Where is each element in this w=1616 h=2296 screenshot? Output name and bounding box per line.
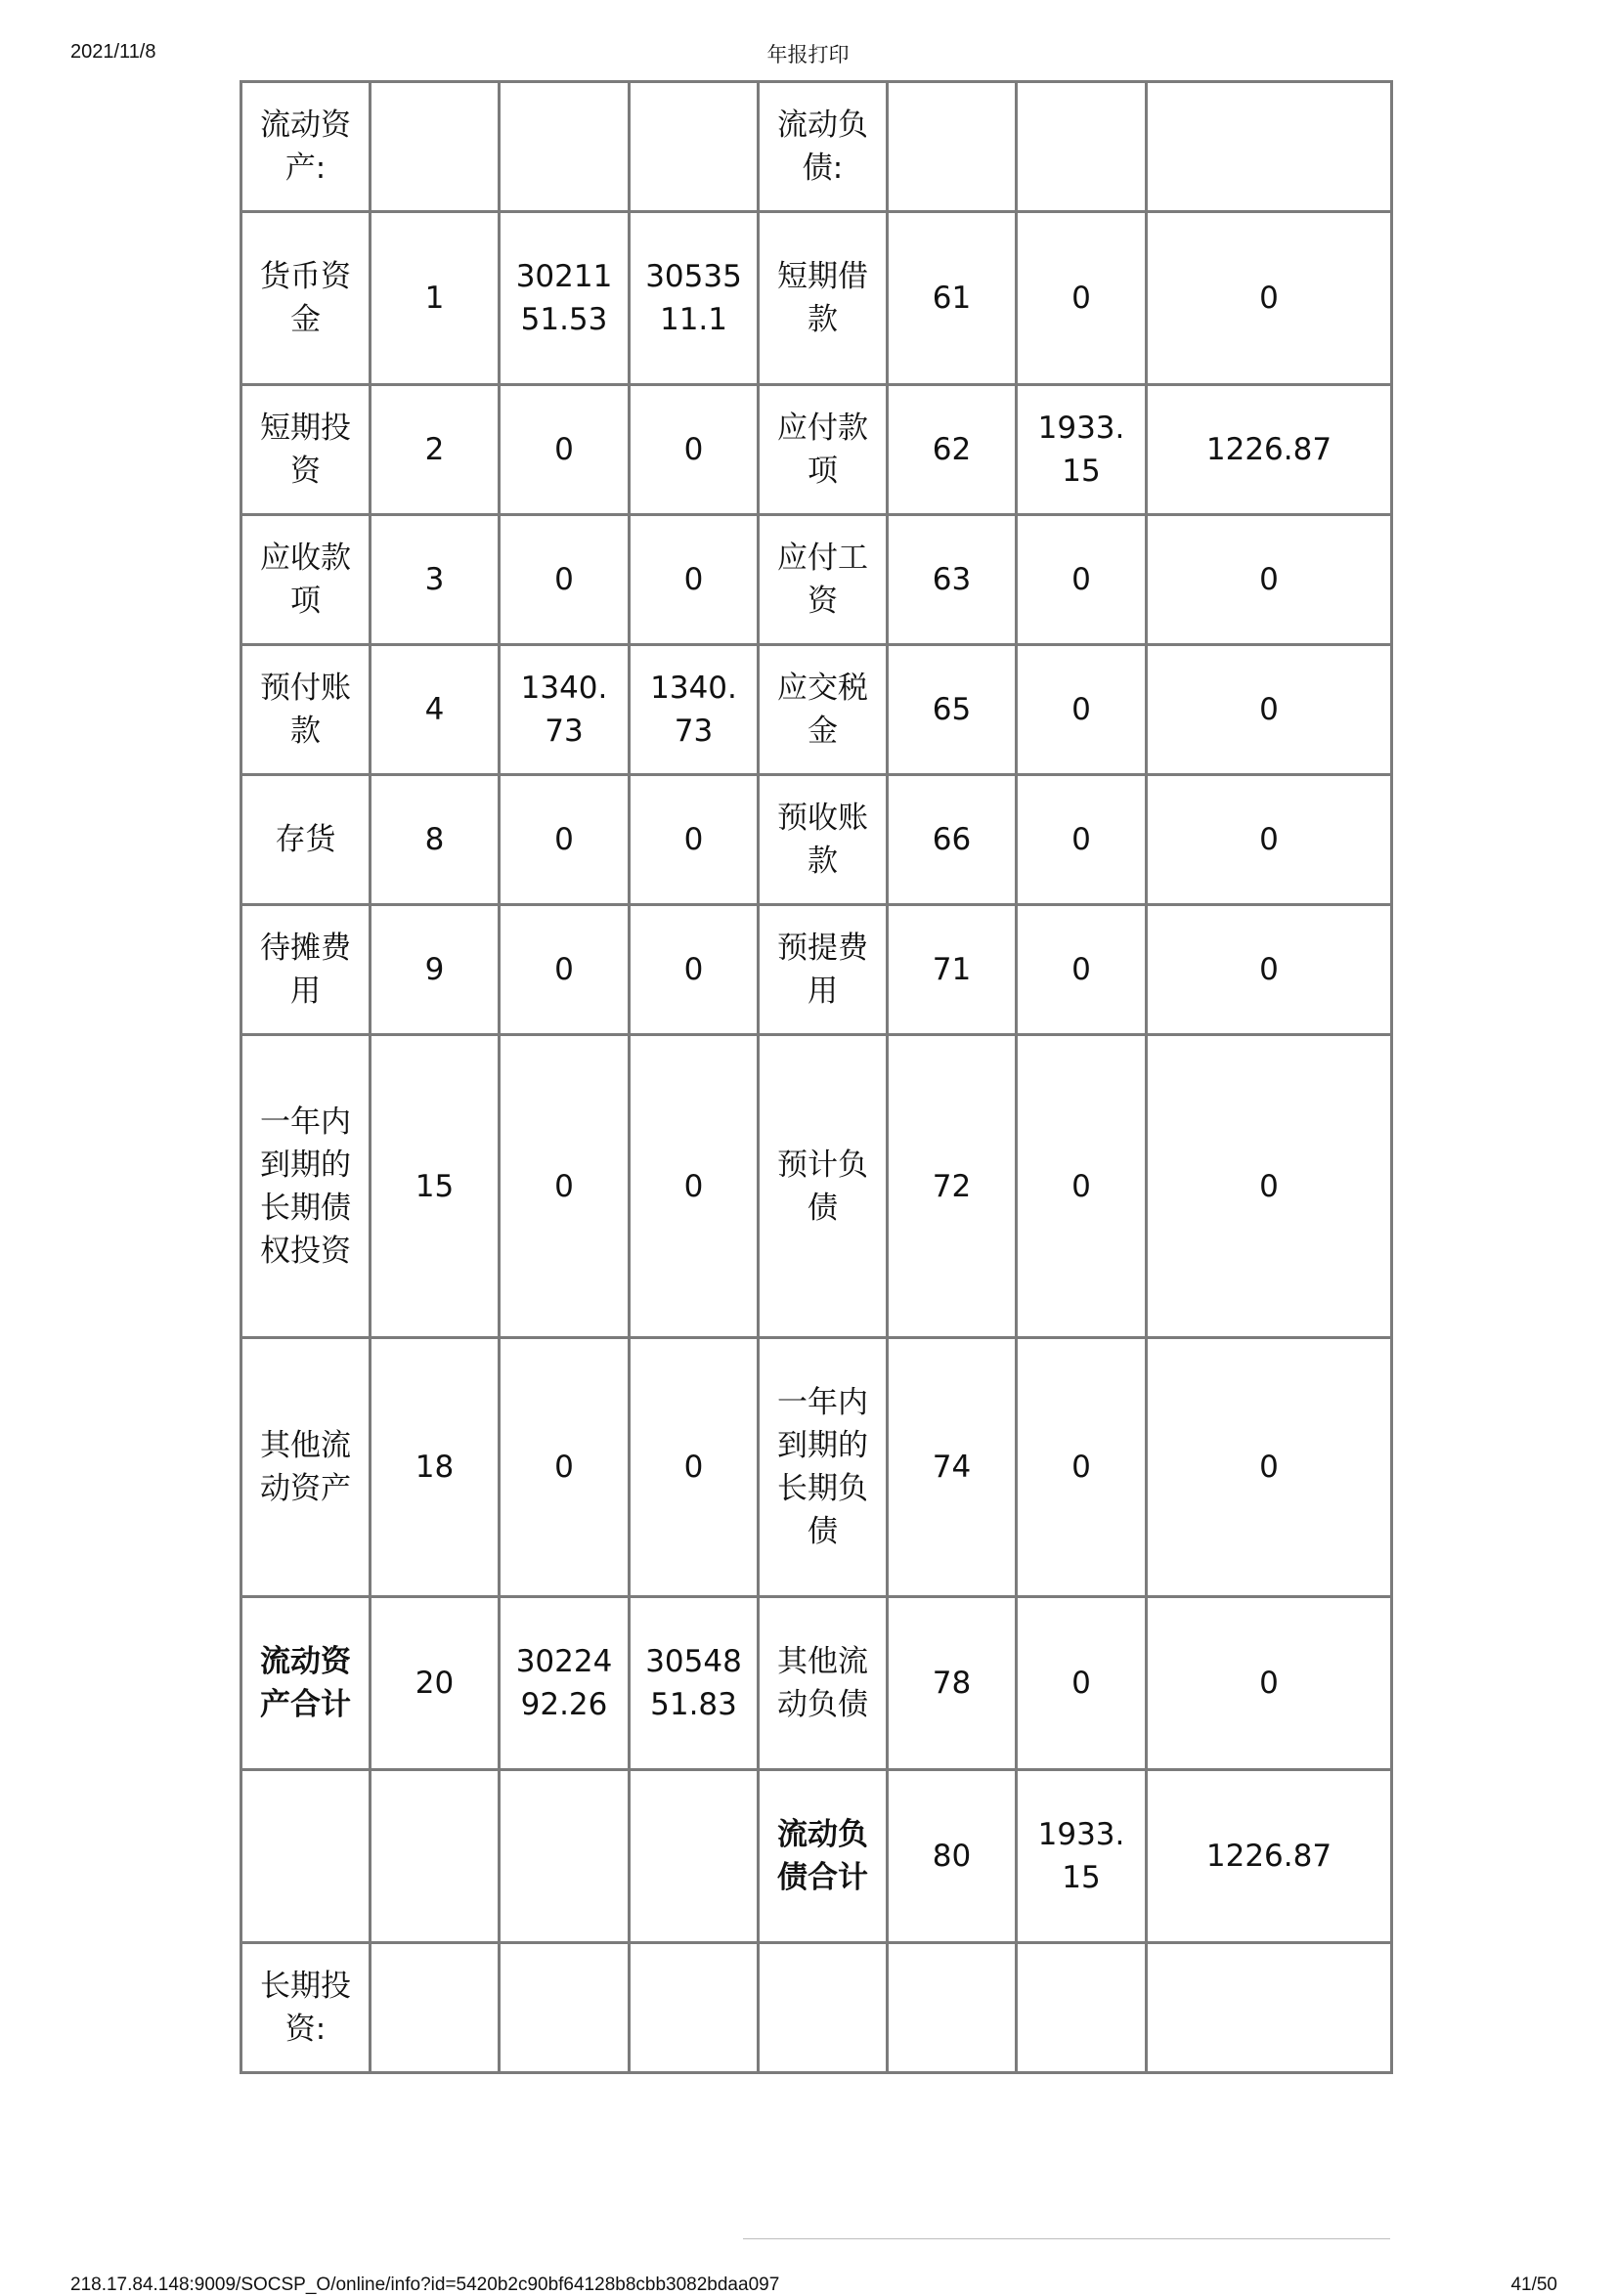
table-cell: 72: [888, 1035, 1017, 1338]
table-cell: [1017, 82, 1147, 212]
table-cell: [371, 1943, 500, 2073]
table-cell: 应付工资: [759, 515, 888, 645]
table-cell: 0: [500, 1338, 630, 1597]
table-cell: 存货: [241, 775, 371, 905]
table-cell: [630, 82, 759, 212]
table-cell: 20: [371, 1597, 500, 1770]
table-cell: 1340.73: [500, 645, 630, 775]
table-cell: 71: [888, 905, 1017, 1035]
table-cell: 其他流动负债: [759, 1597, 888, 1770]
table-cell: 0: [1017, 775, 1147, 905]
table-cell: [371, 82, 500, 212]
table-cell: 0: [630, 1338, 759, 1597]
table-cell: [241, 1770, 371, 1943]
table-cell: [500, 1943, 630, 2073]
table-cell: 3: [371, 515, 500, 645]
table-cell: 1933.15: [1017, 385, 1147, 515]
table-cell: 应交税金: [759, 645, 888, 775]
table-cell: 3054851.83: [630, 1597, 759, 1770]
table-cell: 其他流动资产: [241, 1338, 371, 1597]
table-cell: [759, 1943, 888, 2073]
table-cell: [1017, 1943, 1147, 2073]
table-cell: 应收款项: [241, 515, 371, 645]
table-cell: [1147, 1943, 1392, 2073]
table-cell: [888, 1943, 1017, 2073]
table-cell: [630, 1770, 759, 1943]
table-cell: 62: [888, 385, 1017, 515]
table-cell: [371, 1770, 500, 1943]
table-cell: 短期借款: [759, 212, 888, 385]
table-cell: 待摊费用: [241, 905, 371, 1035]
table-cell: 0: [1017, 212, 1147, 385]
table-cell: 0: [630, 385, 759, 515]
table-cell: 66: [888, 775, 1017, 905]
table-cell: 0: [1147, 1035, 1392, 1338]
table-cell: 0: [1147, 905, 1392, 1035]
table-row: [241, 645, 1392, 775]
table-cell: 流动资产:: [241, 82, 371, 212]
table-cell: 0: [630, 905, 759, 1035]
table-cell: 78: [888, 1597, 1017, 1770]
table-cell: 1933.15: [1017, 1770, 1147, 1943]
table-cell: 0: [500, 385, 630, 515]
table-cell: 9: [371, 905, 500, 1035]
table-cell: 0: [630, 515, 759, 645]
table-cell: 3053511.1: [630, 212, 759, 385]
table-cell: 1226.87: [1147, 385, 1392, 515]
table-cell: 0: [1147, 775, 1392, 905]
table-cell: 0: [500, 1035, 630, 1338]
table-cell: 18: [371, 1338, 500, 1597]
table-cell: 0: [1017, 905, 1147, 1035]
table-cell: 0: [630, 1035, 759, 1338]
table-row: [241, 1770, 1392, 1943]
balance-sheet-table: [240, 80, 1393, 2074]
table-cell: 0: [500, 905, 630, 1035]
table-cell: 63: [888, 515, 1017, 645]
table-cell: 1226.87: [1147, 1770, 1392, 1943]
table-cell: 4: [371, 645, 500, 775]
table-cell: [888, 82, 1017, 212]
page-number: 41/50: [1510, 2274, 1557, 2295]
table-row: [241, 905, 1392, 1035]
table-cell: [1147, 82, 1392, 212]
table-row: [241, 82, 1392, 212]
table-cell: 预付账款: [241, 645, 371, 775]
table-cell: 15: [371, 1035, 500, 1338]
page-title: 年报打印: [766, 43, 850, 66]
table-cell: 0: [1147, 645, 1392, 775]
table-row: [241, 1943, 1392, 2073]
table-row: [241, 1597, 1392, 1770]
table-cell: 74: [888, 1338, 1017, 1597]
table-cell: 一年内到期的长期债权投资: [241, 1035, 371, 1338]
table-cell: 0: [1017, 1597, 1147, 1770]
table-cell: 0: [500, 515, 630, 645]
table-cell: [500, 82, 630, 212]
table-cell: 1: [371, 212, 500, 385]
table-cell: 货币资金: [241, 212, 371, 385]
table-cell: 预计负债: [759, 1035, 888, 1338]
table-row: [241, 212, 1392, 385]
print-date: 2021/11/8: [70, 41, 156, 63]
table-cell: 应付款项: [759, 385, 888, 515]
footer-divider: [743, 2238, 1390, 2239]
table-cell: 一年内到期的长期负债: [759, 1338, 888, 1597]
table-cell: 2: [371, 385, 500, 515]
table-cell: 流动负债:: [759, 82, 888, 212]
footer-url: 218.17.84.148:9009/SOCSP_O/online/info?id=5420b2c90bf64128b8cbb3082bdaa097: [70, 2274, 780, 2295]
table-cell: [630, 1943, 759, 2073]
table-cell: [500, 1770, 630, 1943]
table-cell: 流动资产合计: [241, 1597, 371, 1770]
table-row: [241, 385, 1392, 515]
table-cell: 0: [1017, 645, 1147, 775]
table-cell: 8: [371, 775, 500, 905]
table-cell: 预收账款: [759, 775, 888, 905]
table-cell: 61: [888, 212, 1017, 385]
table-cell: 短期投资: [241, 385, 371, 515]
table-cell: 65: [888, 645, 1017, 775]
table-row: [241, 775, 1392, 905]
table-cell: 1340.73: [630, 645, 759, 775]
table-cell: 3021151.53: [500, 212, 630, 385]
table-cell: 流动负债合计: [759, 1770, 888, 1943]
table-cell: 0: [1147, 515, 1392, 645]
table-cell: 长期投资:: [241, 1943, 371, 2073]
table-row: [241, 1338, 1392, 1597]
table-cell: 80: [888, 1770, 1017, 1943]
table-row: [241, 515, 1392, 645]
table-cell: 0: [500, 775, 630, 905]
table-cell: 0: [1017, 1035, 1147, 1338]
table-cell: 3022492.26: [500, 1597, 630, 1770]
table-cell: 0: [1017, 515, 1147, 645]
table-cell: 0: [1147, 1338, 1392, 1597]
table-row: [241, 1035, 1392, 1338]
table-cell: 0: [630, 775, 759, 905]
table-cell: 0: [1147, 212, 1392, 385]
table-cell: 预提费用: [759, 905, 888, 1035]
table-cell: 0: [1147, 1597, 1392, 1770]
table-cell: 0: [1017, 1338, 1147, 1597]
